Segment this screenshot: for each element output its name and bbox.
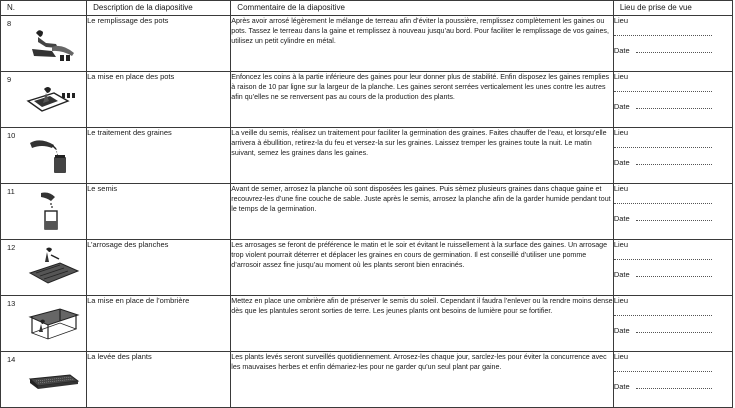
date-label: Date	[613, 382, 630, 391]
lieu-cell	[613, 296, 732, 352]
header-lieu: Lieu de prise de vue	[613, 1, 732, 16]
placing-pots-icon	[22, 75, 78, 121]
table-row	[1, 240, 733, 296]
date-label: Date	[613, 46, 630, 55]
lieu-cell	[613, 16, 732, 72]
lieu-label: Lieu	[613, 184, 628, 193]
lieu-cell	[613, 352, 732, 408]
slide-num-cell	[1, 72, 87, 128]
slide-number: 14	[7, 355, 16, 364]
lieu-input-line[interactable]	[614, 250, 712, 260]
date-input-line[interactable]	[636, 101, 712, 109]
slide-commentaire: Les plants levés seront surveillés quotidiennement. Arrosez-les chaque jour, sarclez-les pour éviter la concurrence avec les mauvaises herbes et enfin démariez-les pour ne garder qu’un seul plant par gaine.	[231, 352, 614, 408]
slide-num-cell	[1, 16, 87, 72]
slide-number: 8	[7, 19, 12, 28]
lieu-input-line[interactable]	[614, 306, 712, 316]
slide-commentaire: Les arrosages se feront de préférence le matin et le soir et évitant le ruissellement à la surface des gaines. Un arrosage trop violent pourrait déterrer et déplacer les graines en cours de germination. Il est conseillé d’utiliser une pomme d’arrosoir assez fine jusqu’au moment où les plants seront bien enracinés.	[231, 240, 614, 296]
slide-description: Le remplissage des pots	[87, 16, 231, 72]
slide-description: La levée des plants	[87, 352, 231, 408]
date-label: Date	[613, 214, 630, 223]
slide-num-cell	[1, 240, 87, 296]
slide-number: 11	[7, 187, 15, 196]
lieu-input-line[interactable]	[614, 82, 712, 92]
date-label: Date	[613, 102, 630, 111]
sowing-icon	[25, 187, 81, 233]
date-input-line[interactable]	[636, 45, 712, 53]
slide-num-cell	[1, 184, 87, 240]
table-row	[1, 352, 733, 408]
slide-number: 10	[7, 131, 16, 140]
lieu-cell	[613, 72, 732, 128]
lieu-cell	[613, 184, 732, 240]
slide-commentaire: La veille du semis, réalisez un traitement pour faciliter la germination des graines. Faites chauffer de l’eau, et lorsqu’elle arrivera à ébullition, retirez-la du feu et versez-la sur les graines. Laissez tremper les graines toute la nuit. Le matin suivant, semez les graines dans les gaines.	[231, 128, 614, 184]
lieu-input-line[interactable]	[614, 362, 712, 372]
header-description: Description de la diapositive	[87, 1, 231, 16]
lieu-label: Lieu	[613, 296, 628, 305]
lieu-input-line[interactable]	[614, 138, 712, 148]
lieu-input-line[interactable]	[614, 194, 712, 204]
slide-num-cell	[1, 352, 87, 408]
header-num: N.	[1, 1, 87, 16]
slide-commentaire: Mettez en place une ombrière afin de préserver le semis du soleil. Cependant il faudra l’enlever ou la rendre moins dense dès que les plantules seront sorties de terre. Les jeunes plants ont besoins de lumière pour se fortifier.	[231, 296, 614, 352]
slide-number: 9	[7, 75, 12, 84]
date-input-line[interactable]	[636, 381, 712, 389]
lieu-cell	[613, 240, 732, 296]
date-label: Date	[613, 158, 630, 167]
watering-beds-icon	[26, 243, 82, 289]
slide-commentaire: Avant de semer, arrosez la planche où sont disposées les gaines. Puis sèmez plusieurs graines dans chaque gaine et recouvrez-les d’une fine couche de sable. Juste après le semis, arrosez la planche afin de la garder humide pendant tout le temps de la germination.	[231, 184, 614, 240]
lieu-input-line[interactable]	[614, 26, 712, 36]
date-input-line[interactable]	[636, 157, 712, 165]
header-row	[1, 1, 733, 16]
lieu-cell	[613, 128, 732, 184]
lieu-label: Lieu	[613, 128, 628, 137]
seedlings-bed-icon	[26, 355, 82, 401]
slide-description: La mise en place des pots	[87, 72, 231, 128]
date-input-line[interactable]	[636, 325, 712, 333]
slide-number: 13	[7, 299, 16, 308]
slide-description: L’arrosage des planches	[87, 240, 231, 296]
slide-description: Le traitement des graines	[87, 128, 231, 184]
slide-number: 12	[7, 243, 16, 252]
table-row	[1, 184, 733, 240]
lieu-label: Lieu	[613, 72, 628, 81]
table-row	[1, 72, 733, 128]
date-input-line[interactable]	[636, 213, 712, 221]
shade-structure-icon	[26, 299, 82, 345]
lieu-label: Lieu	[613, 16, 628, 25]
table-row	[1, 16, 733, 72]
lieu-label: Lieu	[613, 352, 628, 361]
date-label: Date	[613, 326, 630, 335]
date-label: Date	[613, 270, 630, 279]
lieu-label: Lieu	[613, 240, 628, 249]
date-input-line[interactable]	[636, 269, 712, 277]
seed-treatment-icon	[26, 131, 82, 177]
slide-description: Le semis	[87, 184, 231, 240]
slide-commentaire: Après avoir arrosé légèrement le mélange de terreau afin d’éviter la poussière, remplissez complètement les gaines ou pots. Tassez le terreau dans la gaine et remplissez à nouveau jusqu’au bord. Pour faciliter le remplissage de vos gaines, utilisez un petit cylindre en métal.	[231, 16, 614, 72]
slide-num-cell	[1, 128, 87, 184]
slide-num-cell	[1, 296, 87, 352]
filling-pots-icon	[22, 19, 78, 65]
slide-commentaire: Enfoncez les coins à la partie inférieure des gaines pour leur donner plus de stabilité. Enfin disposez les gaines remplies à raison de 10 par ligne sur la largeur de la planche. Les gaines seront serrées verticalement les unes contre les autres afin qu’elles ne se renversent pas au cours de la production des plants.	[231, 72, 614, 128]
header-commentaire: Commentaire de la diapositive	[231, 1, 614, 16]
table-row	[1, 128, 733, 184]
slide-description: La mise en place de l’ombrière	[87, 296, 231, 352]
table-row	[1, 296, 733, 352]
